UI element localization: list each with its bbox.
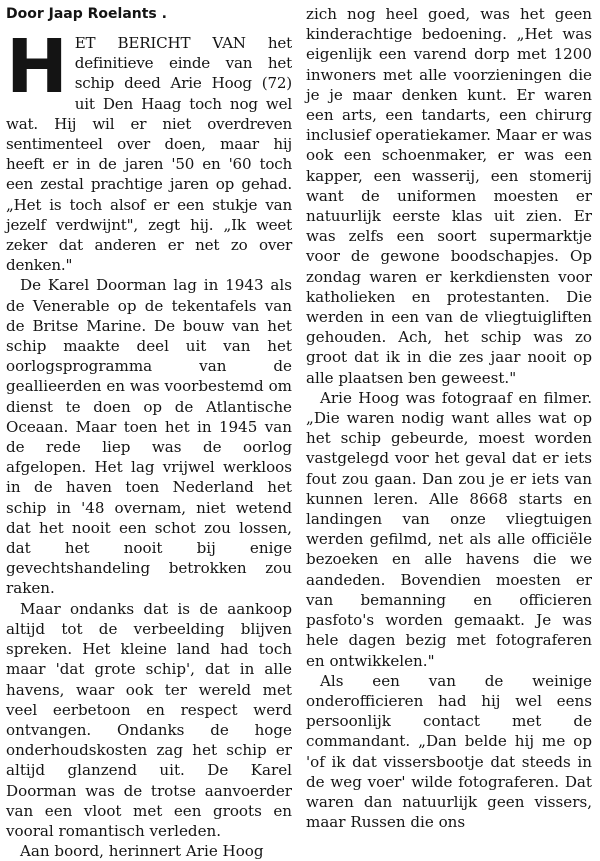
- byline: [6, 4, 292, 24]
- drop-cap: H: [6, 24, 68, 110]
- paragraph-aan-boord: Aan boord, herinnert Arie Hoog: [20, 842, 264, 861]
- lead-caps: ET BERICHT VAN: [74, 34, 246, 52]
- article-column-left: [6, 4, 292, 861]
- paragraph-commandant: Als een van de weinige onderofficieren had hij wel eens persoonlijk contact met de commandant. „Dan belde hij me op 'of ik dat vissersbootje dat steeds in de weg voer' wilde fotograferen. Dat waren dan natuurlijk geen vissers, maar Russen die ons: [306, 671, 592, 832]
- article-column-right: [306, 4, 592, 832]
- paragraph-fotograaf: Arie Hoog was fotograaf en filmer. „Die waren nodig want alles wat op het schip gebeurde, moest worden vastgelegd voor het geval dat er iets fout zou gaan. Dan zou je er iets van kunnen leren. Alle 8668 starts en landingen van onze vliegtuigen werden gefilmd, net als alle officiële bezoeken en alle havens die we aandeden. Bovendien moesten er van bemanning en officieren pasfoto's worden gemaakt. Je was hele dagen bezig met fotograferen en ontwikkelen.": [306, 388, 592, 670]
- lead-paragraph: [6, 24, 292, 275]
- byline-author: Door Jaap Roelants: [6, 6, 157, 22]
- byline-dot: .: [161, 6, 167, 22]
- lead-text: het definitieve einde van het schip deed Arie Hoog (72) uit Den Haag toch nog wel wat. Hij wil er niet overdreven sentimenteel over doen, maar hij heeft er in de jaren '50 en '60 toch een zestal prachtige jaren op gehad. „Het is toch alsof er een stukje van jezelf verdwijnt", zegt hij. „Ik weet zeker dat anderen er net zo over denken.": [6, 34, 292, 275]
- paragraph-karel-doorman-history: De Karel Doorman lag in 1943 als de Venerable op de tekentafels van de Britse Marine. De bouw van het schip maakte deel uit van het oorlogsprogramma van de geallieerden en was voorbestemd om dienst te doen op de Atlantische Oceaan. Maar toen het in 1945 van de rede liep was de oorlog afgelopen. Het lag vrijwel werkloos in de haven toen Nederland het schip in '48 overnam, niet wetend dat het nooit een schot zou lossen, dat het nooit bij enige gevechtshandeling betrokken zou raken.: [6, 276, 292, 598]
- paragraph-varend-dorp: zich nog heel goed, was het geen kinderachtige bedoening. „Het was eigenlijk een varend dorp met 1200 inwoners met alle voorzieningen die je je maar denken kunt. Er waren een arts, een tandarts, een chirurg inclusief operatiekamer. Maar er was ook een schoenmaker, er was een kapper, een wasserij, een stomerij want de uniformen moesten er natuurlijk eerste klas uit zien. Er was zelfs een soort supermarktje voor de gewone boodschapjes. Op zondag waren er kerkdiensten voor katholieken en protestanten. Die werden in een van de vliegtuigliften gehouden. Ach, het schip was zo groot dat ik in die zes jaar nooit op alle plaatsen ben geweest.": [306, 5, 592, 387]
- paragraph-aankoop: Maar ondanks dat is de aankoop altijd tot de verbeelding blijven spreken. Het kleine land had toch maar 'dat grote schip', dat in alle havens, waar ook ter wereld met veel eerbetoon en respect werd ontvangen. Ondanks de hoge onderhoudskosten zag het schip er altijd glanzend uit. De Karel Doorman was de trotse aanvoerder van een vloot met een groots en vooral romantisch verleden.: [6, 599, 292, 840]
